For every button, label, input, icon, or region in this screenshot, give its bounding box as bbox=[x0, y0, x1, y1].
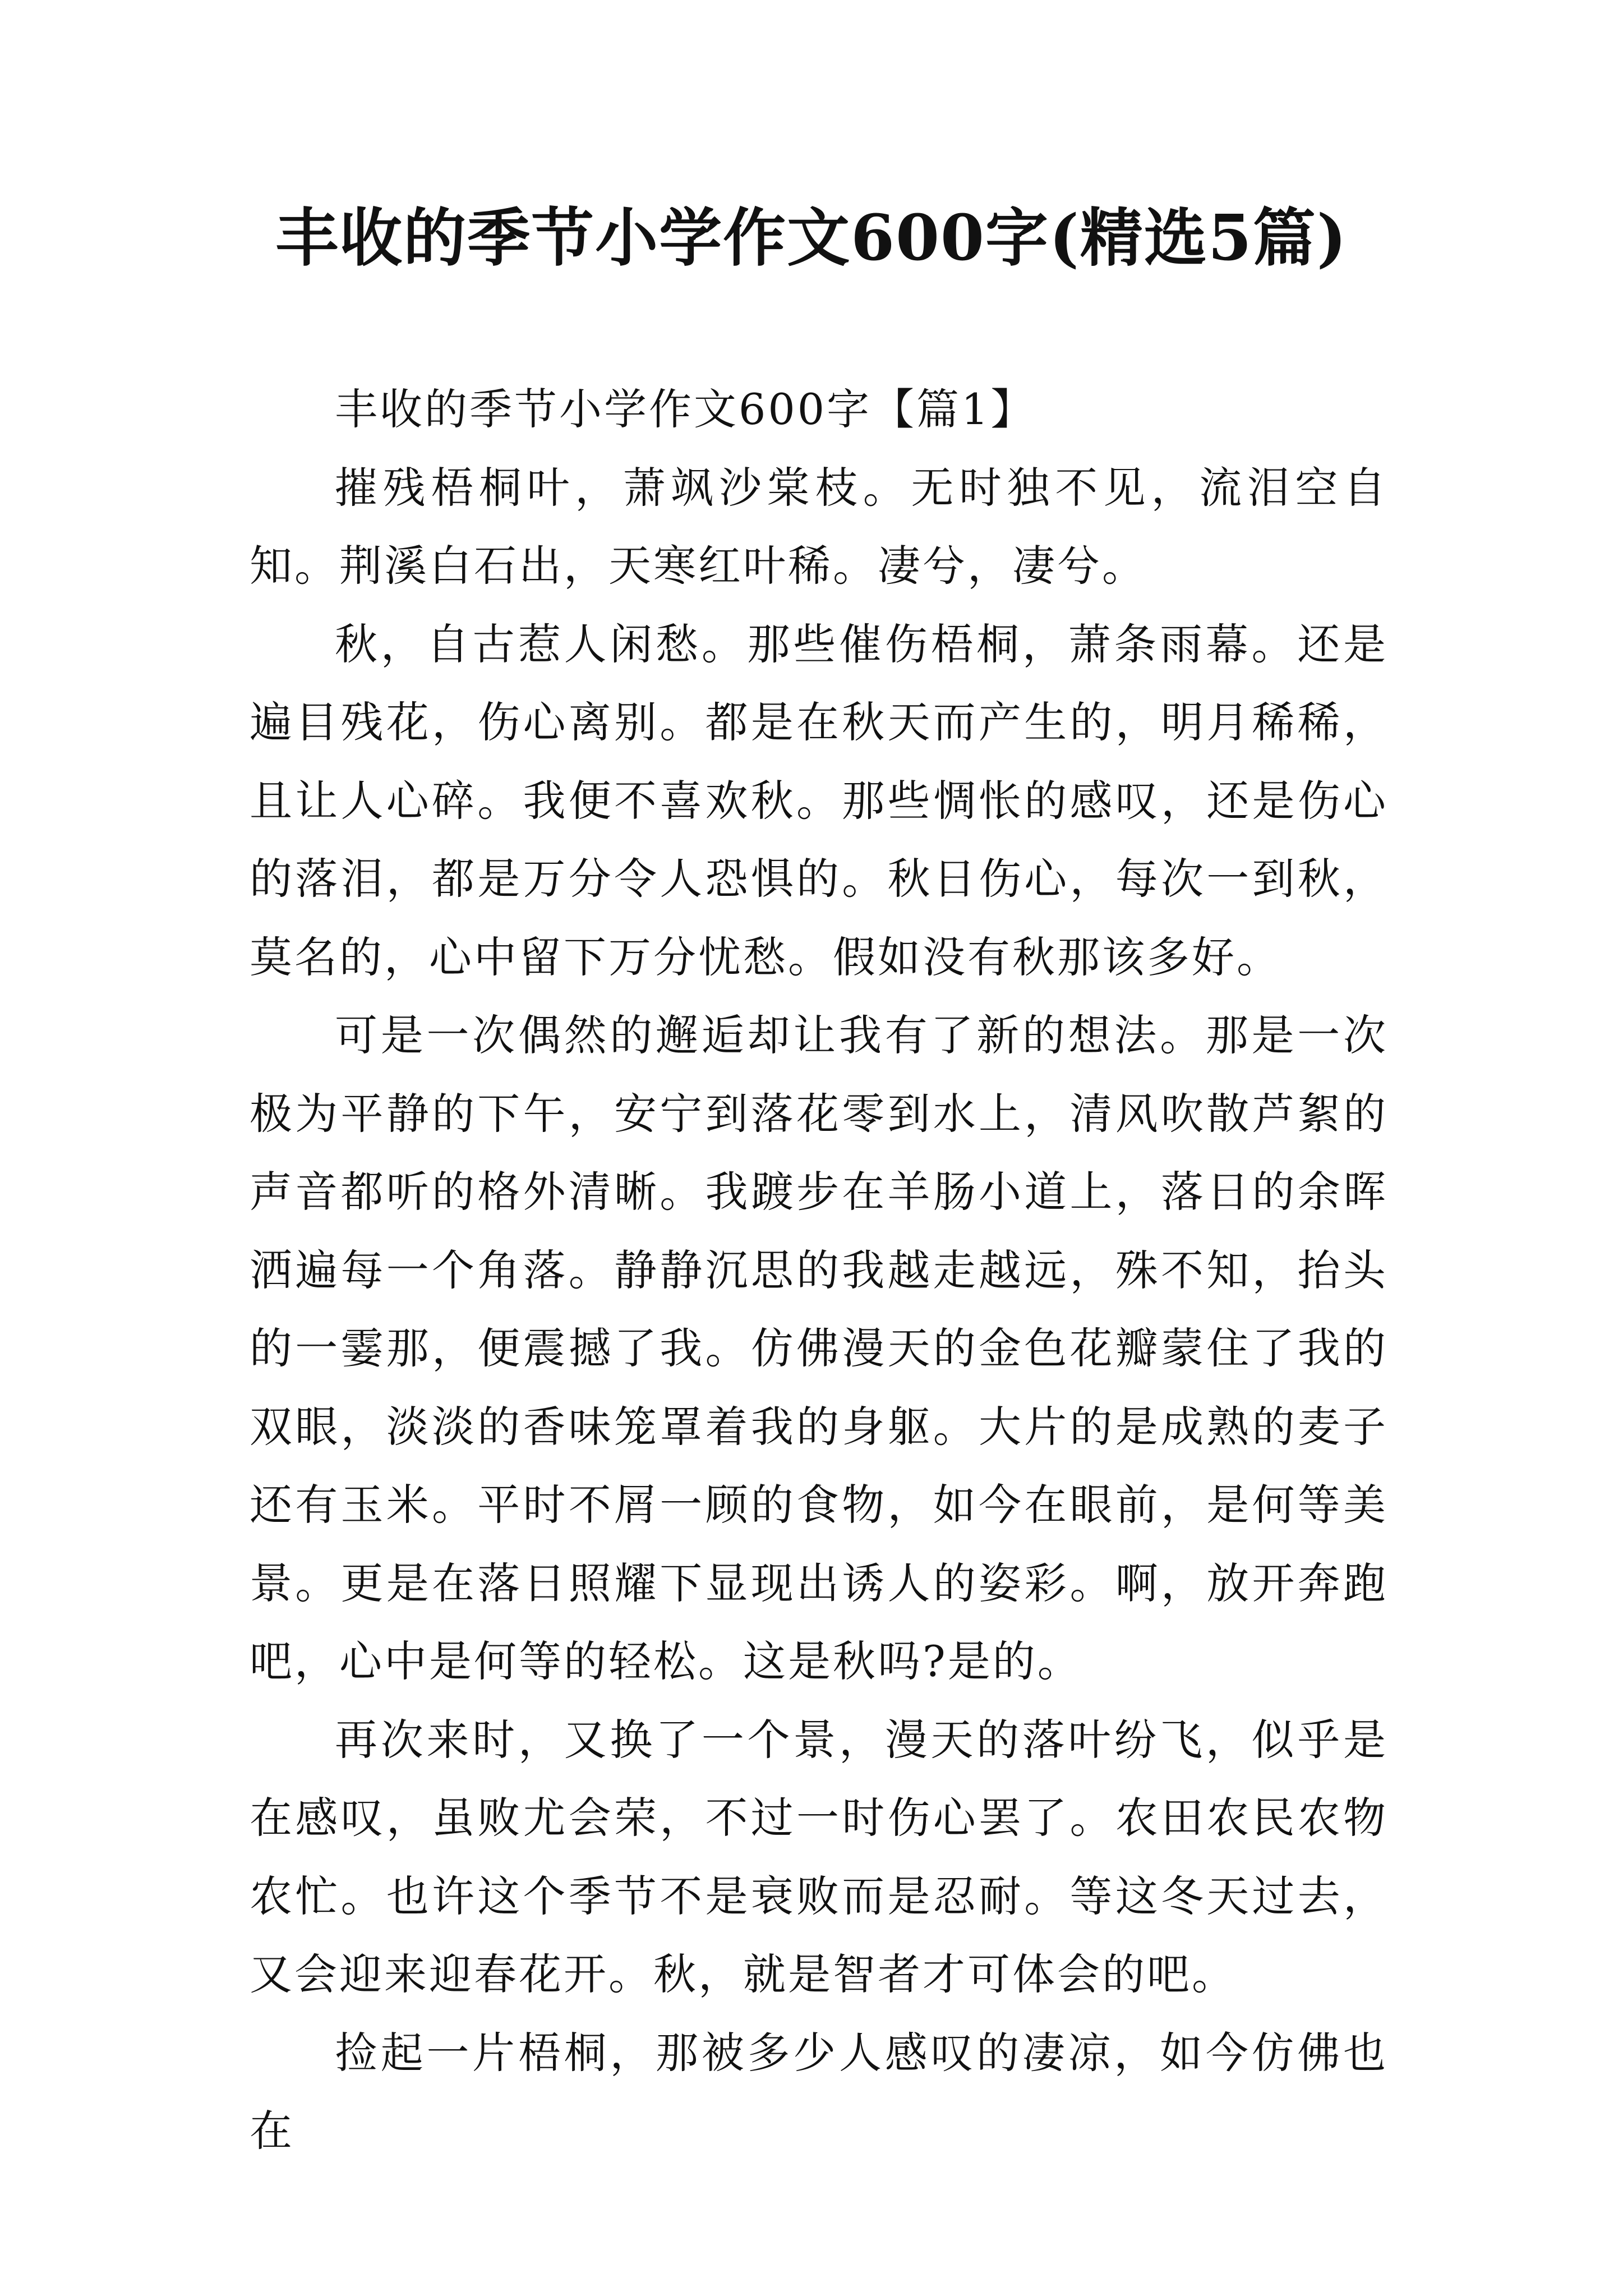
paragraph: 再次来时，又换了一个景，漫天的落叶纷飞，似乎是在感叹，虽败尤会荣，不过一时伤心罢了。农田农民农物农忙。也许这个季节不是衰败而是忍耐。等这冬天过去，又会迎来迎春花开。秋，就是智者才可体会的吧。 bbox=[250, 1714, 1388, 1999]
section-heading: 丰收的季节小学作文600字【篇1】 bbox=[335, 384, 1036, 434]
paragraph: 秋，自古惹人闲愁。那些催伤梧桐，萧条雨幕。还是遍目残花，伤心离别。都是在秋天而产生的，明月稀稀，且让人心碎。我便不喜欢秋。那些惆怅的感叹，还是伤心的落泪，都是万分令人恐惧的。秋日伤心，每次一到秋，莫名的，心中留下万分忧愁。假如没有秋那该多好。 bbox=[250, 619, 1388, 982]
paragraph: 可是一次偶然的邂逅却让我有了新的想法。那是一次极为平静的下午，安宁到落花零到水上，清风吹散芦絮的声音都听的格外清晰。我踱步在羊肠小道上，落日的余晖洒遍每一个角落。静静沉思的我越走越远，殊不知，抬头的一霎那，便震撼了我。仿佛漫天的金色花瓣蒙住了我的双眼，淡淡的香味笼罩着我的身躯。大片的是成熟的麦子还有玉米。平时不屑一顾的食物，如今在眼前，是何等美景。更是在落日照耀下显现出诱人的姿彩。啊，放开奔跑吧，心中是何等的轻松。这是秋吗?是的。 bbox=[250, 1010, 1388, 1686]
paragraph: 捡起一片梧桐，那被多少人感叹的凄凉，如今仿佛也在 bbox=[250, 2027, 1388, 2156]
document-body bbox=[250, 370, 1388, 2170]
document-title: 丰收的季节小学作文600字(精选5篇) bbox=[275, 201, 1348, 275]
paragraph: 摧残梧桐叶，萧飒沙棠枝。无时独不见，流泪空自知。荆溪白石出，天寒红叶稀。凄兮，凄兮。 bbox=[250, 462, 1388, 591]
